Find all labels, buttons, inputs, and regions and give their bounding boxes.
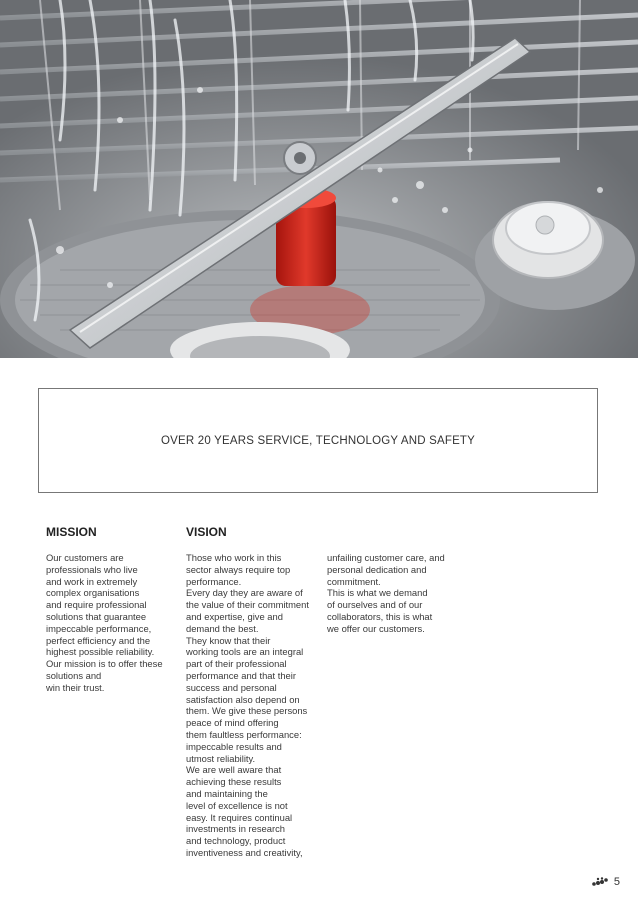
tagline-box xyxy=(38,388,598,493)
brand-dots-icon xyxy=(592,877,608,887)
vision-heading: VISION xyxy=(186,525,227,539)
page-footer xyxy=(592,876,620,888)
vision-text-column-1: Those who work in this sector always require top performance. Every day they are aware of the value of their commitment and expertise, give and demand the best. They know that their working tools are an integral part of their professional performance and that their success and personal satisfaction also depend on them. We give these persons peace of mind offering them faultless performance: impeccable results and utmost reliability. We are well aware that achieving these results and maintaining the level of excellence is not easy. It requires continual investments in research and technology, product inventiveness and creativity, xyxy=(186,552,309,858)
hero-image xyxy=(0,0,638,358)
mission-heading: MISSION xyxy=(46,525,97,539)
page-number: 5 xyxy=(613,876,620,888)
vision-text-column-2: unfailing customer care, and personal dedication and commitment. This is what we demand of ourselves and of our collaborators, this is what we offer our customers. xyxy=(327,552,445,634)
tagline-text: OVER 20 YEARS SERVICE, TECHNOLOGY AND SAFETY xyxy=(160,434,476,447)
mission-text: Our customers are professionals who live and work in extremely complex organisations and require professional solutions that guarantee impeccable performance, perfect efficiency and the highest possible reliability. Our mission is to offer these solutions and win their trust. xyxy=(46,552,163,693)
